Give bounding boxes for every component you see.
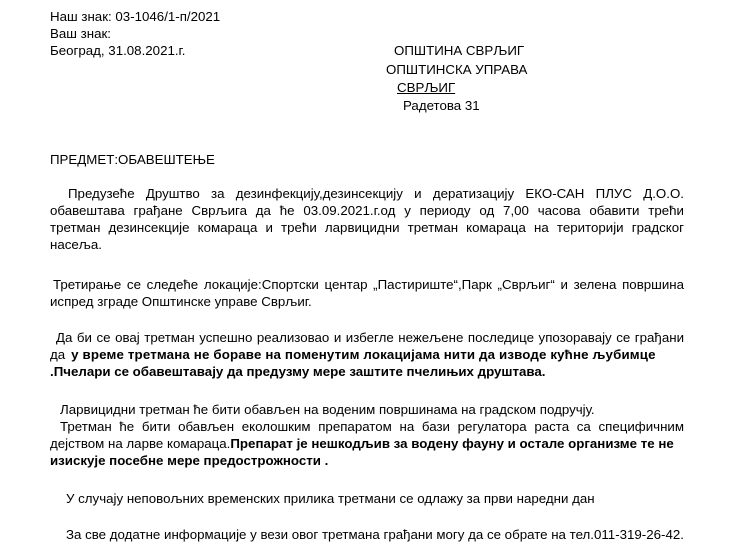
paragraph-6: За све додатне информације у вези овог третмана грађани могу да се обрате на тел.011-319-26-42. — [66, 527, 684, 542]
paragraph-4-line-4-bold: изискује посебне мере предострожности . — [50, 453, 329, 468]
paragraph-4-line-1: Ларвицидни третман ће бити обављен на воденим површинама на градском подручју. — [60, 402, 595, 417]
paragraph-4-line-3 — [50, 436, 684, 453]
recipient-administration: ОПШТИНСКА УПРАВА — [386, 62, 528, 77]
paragraph-3-line-3 — [50, 364, 684, 381]
paragraph-4-line-3-bold: Препарат је нешкодљив за водену фауну и остале организме те не — [230, 436, 674, 451]
paragraph-3-warning: у време третмана не бораве на поменутим локацијама нити да изводе кућне љубимце — [71, 347, 656, 362]
paragraph-2-line-1: Третирање се следеће локације:Спортски центар „Пастириште“,Парк „Сврљиг“ и зелена површина — [53, 277, 684, 292]
paragraph-1-line-4: насеља. — [50, 237, 102, 252]
paragraph-4-line-2: Третман ће бити обављен еколошким препаратом на бази регулатора раста са специфичним — [60, 419, 684, 434]
paragraph-4-line-4 — [50, 453, 684, 470]
paragraph-2-line-2: испред зграде Општинске управе Сврљиг. — [50, 294, 312, 309]
paragraph-3-line-1: Да би се овај третман успешно реализовао и избегле нежељене последице упозоравају се грађани — [56, 330, 684, 345]
our-reference: Наш знак: 03-1046/1-п/2021 — [50, 9, 221, 24]
subject-heading: ПРЕДМЕТ:ОБАВЕШТЕЊЕ — [50, 152, 215, 167]
paragraph-3 — [50, 330, 684, 381]
paragraph-1-line-3: третман дезинсекције комараца и трећи ларвицидни третман комараца на територији градског — [50, 220, 684, 235]
your-reference: Ваш знак: — [50, 26, 111, 41]
paragraph-3-line-2 — [50, 347, 684, 364]
paragraph-4 — [50, 402, 684, 470]
paragraph-5: У случају неповољних временских прилика третмани се одлажу за први наредни дан — [66, 491, 595, 506]
paragraph-3-beekeepers-notice: .Пчелари се обавештавају да предузму мере заштите пчелињих друштава. — [50, 364, 546, 379]
place-date: Београд, 31.08.2021.г. — [50, 43, 186, 58]
recipient-municipality: ОПШТИНА СВРЉИГ — [394, 43, 525, 58]
recipient-street: Радетова 31 — [403, 98, 480, 113]
recipient-city: СВРЉИГ — [397, 80, 456, 95]
paragraph-3-line-2-normal: да — [50, 347, 66, 362]
paragraph-1-line-2: обавештава грађане Сврљига да ће 03.09.2021.г.од у периоду од 7,00 часова обавити трећи — [50, 203, 684, 218]
paragraph-2 — [50, 277, 684, 311]
paragraph-1-line-1: Предузеће Друштво за дезинфекцију,дезинсекцију и дератизацију ЕКО-САН ПЛУС Д.О.О. — [68, 186, 684, 201]
paragraph-4-line-3-normal: дејством на ларве комараца. — [50, 436, 231, 451]
paragraph-1 — [50, 186, 684, 254]
